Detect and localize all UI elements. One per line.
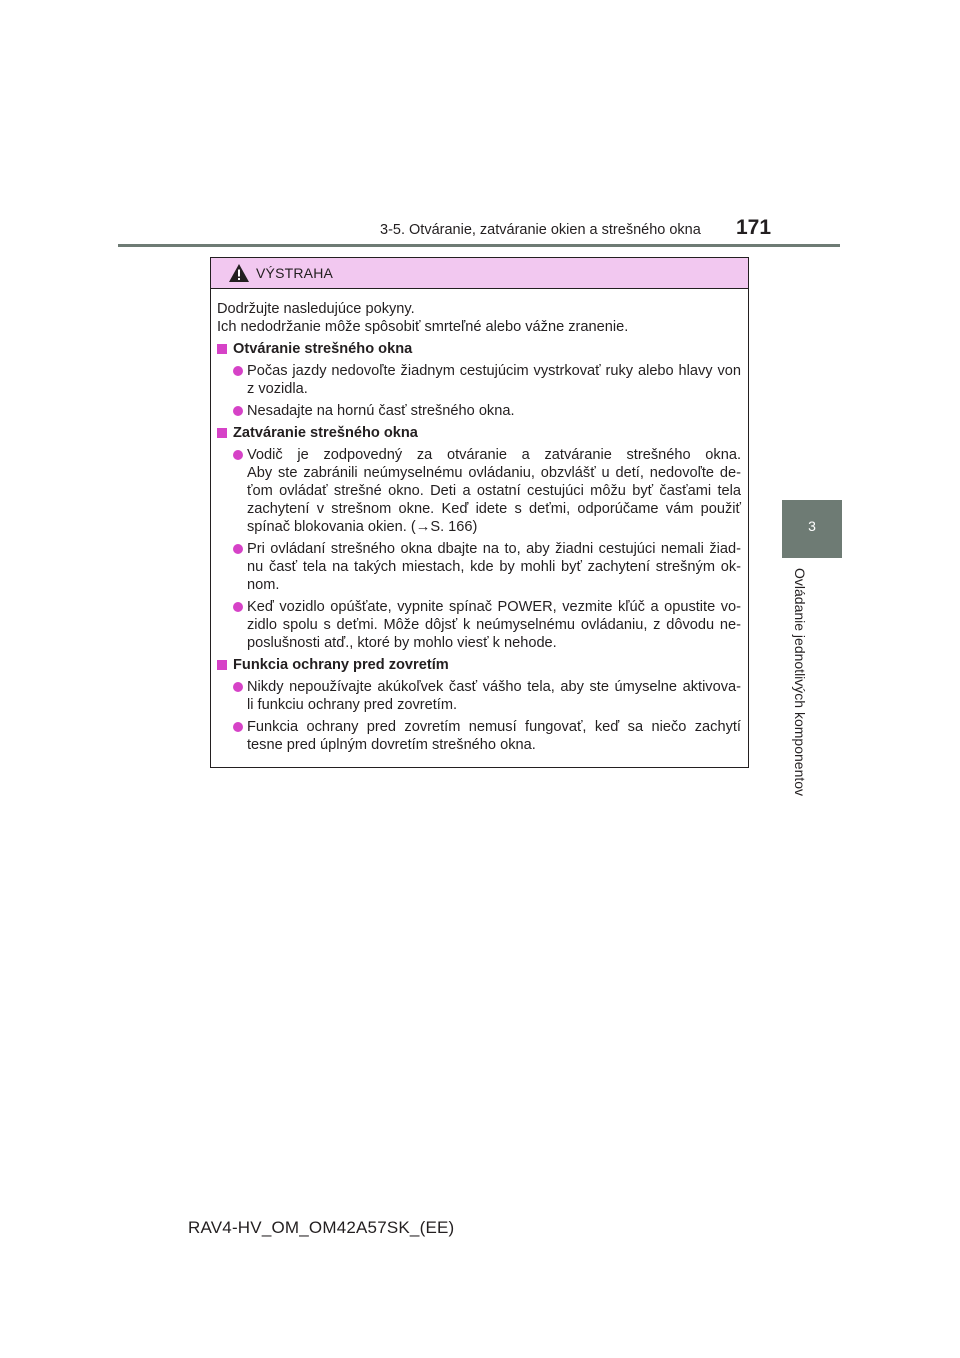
- bullet-line: z vozidla.: [247, 381, 308, 397]
- section-heading-text: Zatváranie strešného okna: [233, 425, 418, 441]
- section-heading: [217, 656, 741, 674]
- circle-bullet-icon: [233, 722, 243, 732]
- square-bullet-icon: [217, 344, 227, 354]
- bullet-line: Počas jazdy nedovoľte žiadnym cestujúcim vystrkovať ruky alebo hlavy von: [247, 363, 741, 379]
- bullet-line: li funkciu ochrany pred zovretím.: [247, 697, 458, 713]
- chapter-title: 3-5. Otváranie, zatváranie okien a strešného okna: [380, 222, 701, 238]
- chapter-tab-number: 3: [808, 518, 816, 534]
- bullet-item: [217, 678, 741, 714]
- bullet-line: zachytení v strešnom okne. Keď idete s deťmi, odporúčame vám použiť: [247, 501, 741, 517]
- warning-intro: [217, 300, 741, 336]
- warning-title: VÝSTRAHA: [256, 265, 334, 281]
- bullet-line: tesne pred úplným dovretím strešného okna.: [247, 737, 536, 753]
- warning-triangle-icon: [228, 263, 250, 283]
- bullet-line: spínač blokovania okien. (→S. 166): [247, 519, 478, 535]
- section-heading: [217, 424, 741, 442]
- bullet-item: [217, 540, 741, 594]
- chapter-tab-label: Ovládanie jednotlivých komponentov: [792, 568, 808, 797]
- circle-bullet-icon: [233, 450, 243, 460]
- section-heading-text: Otváranie strešného okna: [233, 341, 413, 357]
- bullet-line: nom.: [247, 577, 280, 593]
- bullet-item: [217, 446, 741, 536]
- page-number: 171: [736, 216, 772, 239]
- circle-bullet-icon: [233, 602, 243, 612]
- bullet-line: zidlo spolu s deťmi. Môže dôjsť k neúmyselnému ovládaniu, z dôvodu ne-: [247, 617, 741, 633]
- section-heading-text: Funkcia ochrany pred zovretím: [233, 657, 449, 673]
- document-code: RAV4-HV_OM_OM42A57SK_(EE): [188, 1218, 455, 1237]
- bullet-line: Funkcia ochrany pred zovretím nemusí fungovať, keď sa niečo zachytí: [247, 719, 741, 735]
- section-heading: [217, 340, 741, 358]
- bullet-line: Keď vozidlo opúšťate, vypnite spínač POWER, vezmite kľúč a opustite vo-: [247, 599, 741, 615]
- circle-bullet-icon: [233, 406, 243, 416]
- warning-header: [211, 258, 748, 289]
- bullet-line: Pri ovládaní strešného okna dbajte na to, aby žiadni cestujúci nemali žiad-: [247, 541, 741, 557]
- header-divider: [118, 244, 840, 247]
- warning-box: [210, 257, 749, 768]
- bullet-item: [217, 718, 741, 754]
- bullet-item: [217, 598, 741, 652]
- intro-line: Ich nedodržanie môže spôsobiť smrteľné alebo vážne zranenie.: [217, 319, 629, 335]
- bullet-line: Nesadajte na hornú časť strešného okna.: [247, 403, 515, 419]
- circle-bullet-icon: [233, 682, 243, 692]
- chapter-tab: [782, 500, 842, 558]
- bullet-line: poslušnosti atď., ktoré by mohlo viesť k nehode.: [247, 635, 557, 651]
- warning-body: [211, 289, 748, 754]
- bullet-item: [217, 362, 741, 398]
- circle-bullet-icon: [233, 544, 243, 554]
- intro-line: Dodržujte nasledujúce pokyny.: [217, 301, 415, 317]
- square-bullet-icon: [217, 428, 227, 438]
- bullet-line: ťom ovládať strešné okno. Deti a ostatní cestujúci môžu byť časťami tela: [247, 483, 741, 499]
- bullet-line: Nikdy nepoužívajte akúkoľvek časť vášho tela, aby ste úmyselne aktivova-: [247, 679, 741, 695]
- bullet-line: Aby ste zabránili neúmyselnému ovládaniu, obzvlášť u detí, nedovoľte de-: [247, 465, 741, 481]
- bullet-item: [217, 402, 741, 420]
- circle-bullet-icon: [233, 366, 243, 376]
- square-bullet-icon: [217, 660, 227, 670]
- bullet-line: nu časť tela na takých miestach, kde by mohli byť zachytení strešným ok-: [247, 559, 741, 575]
- bullet-line: Vodič je zodpovedný za otváranie a zatváranie strešného okna.: [247, 447, 741, 463]
